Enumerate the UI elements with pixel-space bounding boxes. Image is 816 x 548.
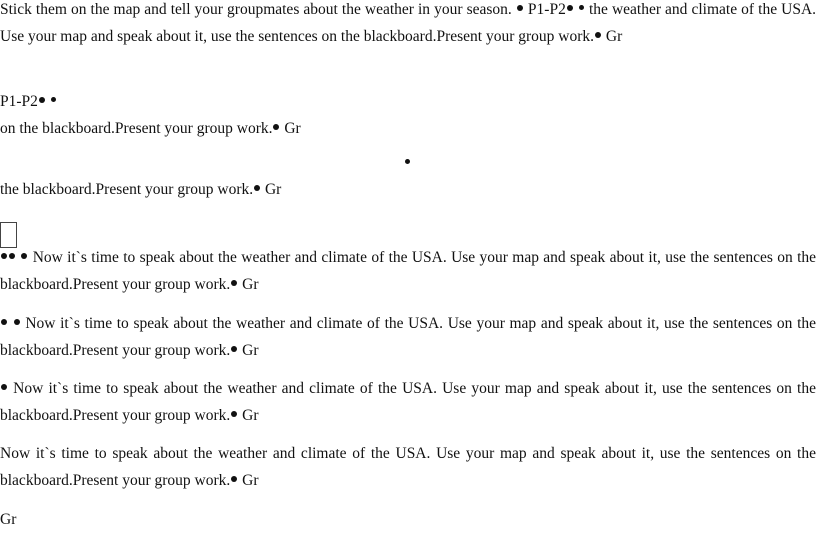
paragraph-8-gr: Gr bbox=[242, 472, 259, 489]
paragraph-3 bbox=[0, 115, 816, 142]
paragraph-2 bbox=[0, 88, 816, 115]
paragraph-1-text-2: the weather and climate of the USA. Use your map and speak about it, use the sentences on the blackboard.Present your group work. bbox=[0, 1, 816, 45]
paragraph-4-gr: Gr bbox=[264, 181, 282, 198]
bullet-icon bbox=[517, 5, 523, 11]
paragraph-2-label: P1-P2 bbox=[0, 93, 38, 110]
paragraph-6-text: Now it`s time to speak about the weather and climate of the USA. Use your map and speak about it, use the sentences on the blackboard.Present your group work. bbox=[0, 315, 816, 359]
paragraph-9 bbox=[0, 506, 816, 533]
paragraph-7 bbox=[0, 375, 816, 429]
bullet-icon bbox=[231, 476, 237, 482]
bullet-icon bbox=[231, 411, 237, 417]
bullet-icon bbox=[595, 32, 601, 38]
paragraph-9-gr: Gr bbox=[0, 511, 17, 528]
paragraph-7-gr: Gr bbox=[242, 407, 259, 424]
paragraph-5 bbox=[0, 244, 816, 298]
bullet-icon bbox=[567, 5, 573, 11]
bullet-icon bbox=[254, 185, 260, 191]
paragraph-8-text: Now it`s time to speak about the weather and climate of the USA. Use your map and speak about it, use the sentences on the blackboard.Present your group work. bbox=[0, 445, 816, 489]
bullet-icon bbox=[51, 97, 56, 102]
paragraph-4-text: the blackboard.Present your group work. bbox=[0, 181, 254, 198]
paragraph-1-gr: Gr bbox=[605, 28, 623, 45]
paragraph-3-gr: Gr bbox=[284, 120, 301, 137]
paragraph-6-gr: Gr bbox=[242, 342, 259, 359]
paragraph-4 bbox=[0, 176, 816, 203]
paragraph-5-text: Now it`s time to speak about the weather and climate of the USA. Use your map and speak about it, use the sentences on the blackboard.Present your group work. bbox=[0, 249, 816, 293]
bullet-icon bbox=[1, 319, 7, 325]
bullet-icon bbox=[14, 319, 20, 325]
bullet-icon bbox=[231, 280, 237, 286]
paragraph-7-text: Now it`s time to speak about the weather and climate of the USA. Use your map and speak about it, use the sentences on the blackboard.Present your group work. bbox=[0, 380, 816, 424]
paragraph-8 bbox=[0, 440, 816, 494]
bullet-icon bbox=[21, 253, 27, 259]
bullet-icon bbox=[231, 346, 237, 352]
bullet-icon bbox=[273, 124, 279, 130]
paragraph-1 bbox=[0, 0, 816, 50]
bullet-icon bbox=[39, 97, 45, 103]
bullet-icon bbox=[1, 253, 7, 259]
paragraph-6 bbox=[0, 310, 816, 364]
paragraph-5-gr: Gr bbox=[242, 276, 259, 293]
bullet-icon bbox=[1, 384, 7, 390]
bullet-icon bbox=[9, 253, 15, 259]
paragraph-1-label: P1-P2 bbox=[527, 1, 566, 18]
bullet-icon bbox=[579, 5, 584, 10]
bullet-icon bbox=[405, 159, 410, 164]
paragraph-1-text: Stick them on the map and tell your groupmates about the weather in your season. bbox=[0, 1, 512, 18]
paragraph-3-text: on the blackboard.Present your group work. bbox=[0, 120, 273, 137]
